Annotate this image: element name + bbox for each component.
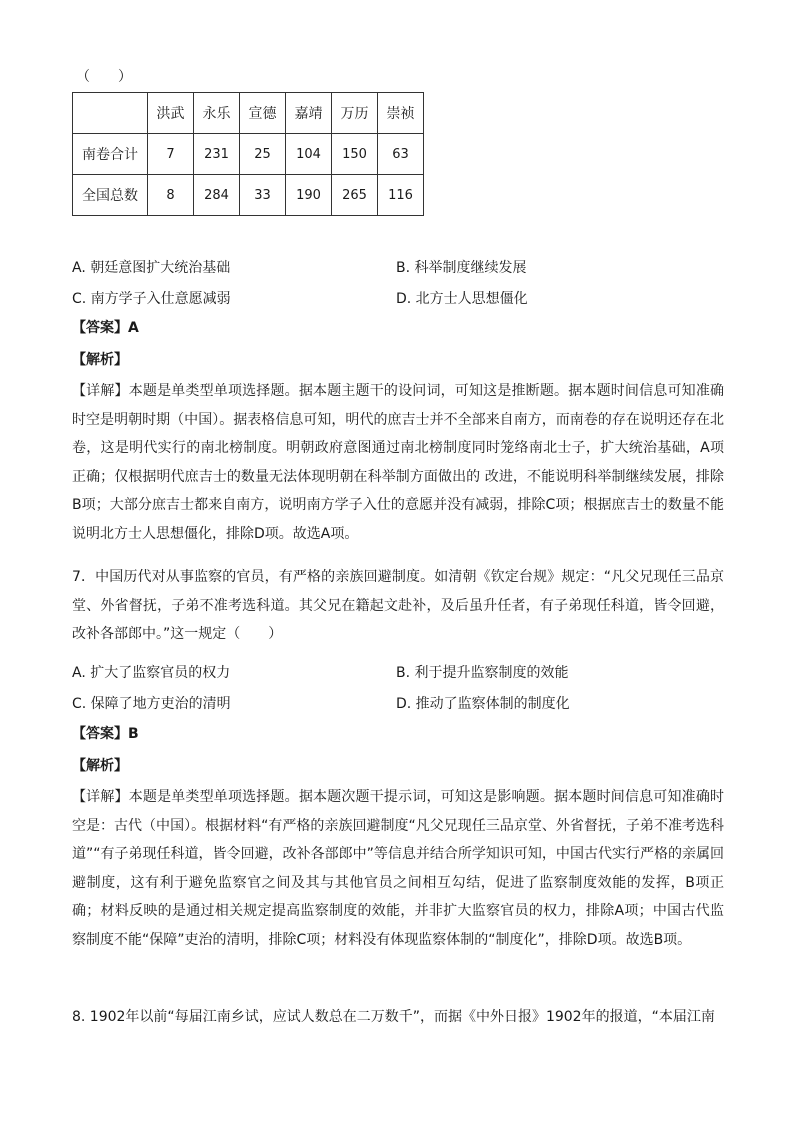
table-cell: 25 [240, 134, 286, 175]
q6-detail: 【详解】本题是单类型单项选择题。据本题主题干的设问词，可知这是推断题。据本题时间信息可知准确时空是明朝时期（中国）。据表格信息可知，明代的庶吉士并不全部来自南方，而南卷的存在说明还存在北卷，这是明代实行的南北榜制度。明朝政府意图通过南北榜制度同时笼络南北士子，扩大统治基础，A项正确；仅根据明代庶吉士的数量无法体现明朝在科举制方面做出的 改进，不能说明科举制继续发展，排除B项；大部分庶吉士都来自南方，说明南方学子入仕的意愿并没有减弱，排除C项；根据庶吉士的数量不能说明北方士人思想僵化，排除D项。故选A项。 [72, 383, 724, 542]
table-header-cell: 万历 [332, 93, 378, 134]
table-header-cell: 宣德 [240, 93, 286, 134]
table-header-cell: 嘉靖 [286, 93, 332, 134]
table-cell: 7 [148, 134, 194, 175]
table-cell: 104 [286, 134, 332, 175]
q7-option-b: B. 利于提升监察制度的效能 [396, 665, 569, 681]
q7-stem: 7．中国历代对从事监察的官员，有严格的亲族回避制度。如清朝《钦定台规》规定：“凡父兄现任三品京堂、外省督抚，子弟不准考选科道。其父兄在籍起文赴补，及后虽升任者，有子弟现任科道，皆令回避，改补各部郎中。”这一规定（ ） [72, 569, 724, 642]
q6-option-d: D. 北方士人思想僵化 [396, 291, 528, 307]
table-cell: 265 [332, 175, 378, 216]
q6-option-c: C. 南方学子入仕意愿减弱 [72, 291, 231, 307]
table-cell: 116 [378, 175, 424, 216]
table-row-label: 全国总数 [73, 175, 148, 216]
q7-option-d: D. 推动了监察体制的制度化 [396, 696, 570, 712]
q6-option-b: B. 科举制度继续发展 [396, 260, 527, 276]
q7-detail: 【详解】本题是单类型单项选择题。据本题次题干提示词，可知这是影响题。据本题时间信息可知准确时空是：古代（中国）。根据材料“有严格的亲族回避制度“凡父兄现任三品京堂、外省督抚，子弟不准考选科道”“有子弟现任科道，皆令回避，改补各部郎中”等信息并结合所学知识可知，中国古代实行严格的亲属回避制度，这有利于避免监察官之间及其与其他官员之间相互勾结，促进了监察制度效能的发挥，B项正确；材料反映的是通过相关规定提高监察制度的效能，并非扩大监察官员的权力，排除A项；中国古代监察制度不能“保障”吏治的清明，排除C项；材料没有体现监察体制的“制度化”，排除D项。故选B项。 [72, 789, 724, 948]
table-row [73, 175, 424, 216]
q7-option-a: A. 扩大了监察官员的权力 [72, 665, 231, 681]
table-cell: 284 [194, 175, 240, 216]
q6-analysis-label: 【解析】 [72, 352, 128, 368]
q7-answer: 【答案】B [72, 726, 139, 742]
question6-bracket: （ ） [76, 69, 132, 85]
q7-option-c: C. 保障了地方吏治的清明 [72, 696, 231, 712]
table-header-row [73, 93, 424, 134]
table-header-cell [73, 93, 148, 134]
table-header-cell: 洪武 [148, 93, 194, 134]
table-cell: 8 [148, 175, 194, 216]
table-row [73, 134, 424, 175]
q8-stem: 8. 1902年以前“每届江南乡试，应试人数总在二万数千”，而据《中外日报》1902年的报道，“本届江南 [72, 1009, 715, 1025]
table-header-cell: 永乐 [194, 93, 240, 134]
table-cell: 231 [194, 134, 240, 175]
q6-answer: 【答案】A [72, 320, 139, 336]
q6-option-a: A. 朝廷意图扩大统治基础 [72, 260, 231, 276]
table-row-label: 南卷合计 [73, 134, 148, 175]
table-header-cell: 崇祯 [378, 93, 424, 134]
table-cell: 63 [378, 134, 424, 175]
q7-analysis-label: 【解析】 [72, 758, 128, 774]
table-cell: 33 [240, 175, 286, 216]
jinshi-table [72, 92, 424, 216]
table-cell: 190 [286, 175, 332, 216]
table-cell: 150 [332, 134, 378, 175]
